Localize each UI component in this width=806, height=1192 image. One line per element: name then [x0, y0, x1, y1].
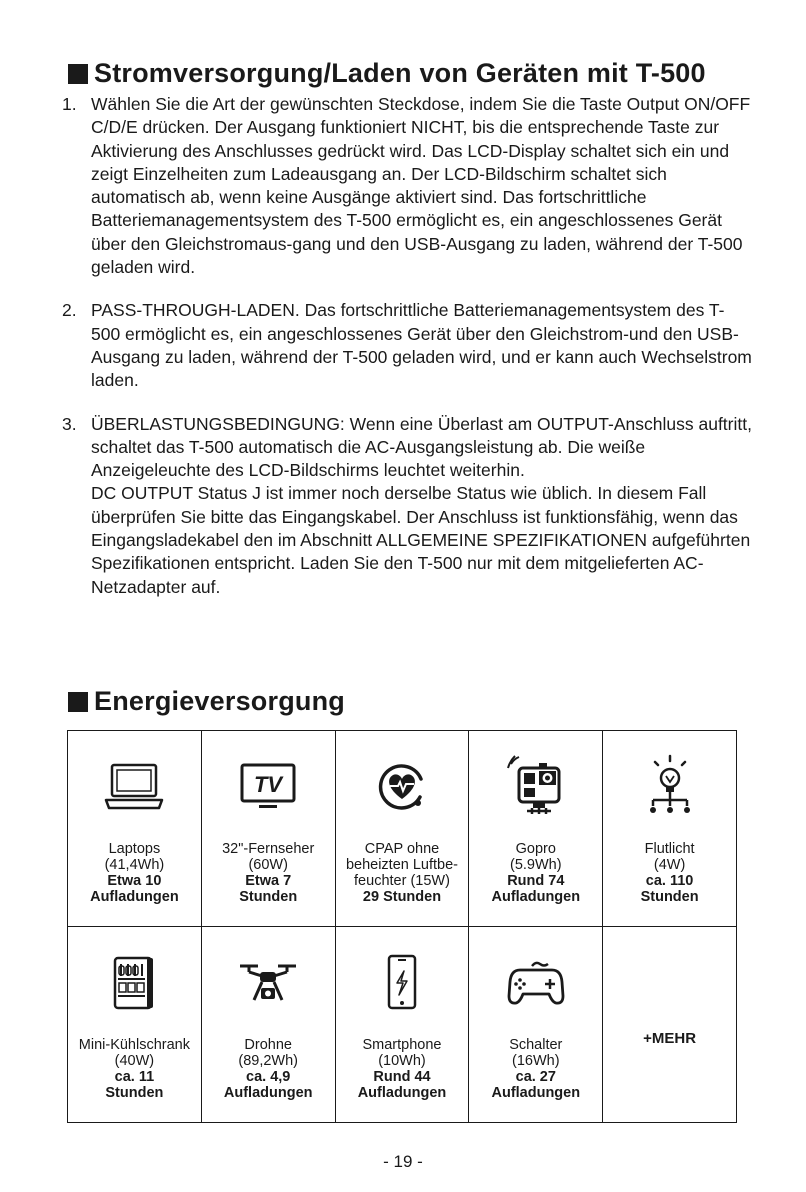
section-heading-stromversorgung [68, 58, 706, 89]
item-paragraph: Wählen Sie die Art der gewünschten Steckdose, indem Sie die Taste Output ON/OFF C/D/E drücken. Der Ausgang funktioniert NICHT, bis die entsprechende Taste zur Aktivierung des Anschlusses gedrückt wird. Das LCD-Display schaltet sich ein und zeigt Einzelheiten zum Ladeausgang an. Der LCD-Bildschirm schaltet sich automatisch ab, wenn keine Ausgänge aktiviert sind. Das fortschrittliche Batteriemanagementsystem des T-500 ermöglicht es, ein angeschlossenes Gerät über den Gleichstromaus-gang und den USB-Ausgang zu laden, während der T-500 geladen wird. [91, 94, 751, 278]
device-label: Flutlicht [644, 841, 695, 857]
runtime-unit: Aufladungen [357, 1085, 447, 1101]
device-label: 32"-Fernseher [222, 841, 315, 857]
heading-square-bullet [68, 64, 88, 84]
device-spec: (4W) [653, 857, 686, 873]
device-spec: (16Wh) [512, 1053, 560, 1069]
item-paragraph: PASS-THROUGH-LADEN. Das fortschrittliche Batteriemanagementsystem des T-500 ermöglicht es, ein angeschlossenes Gerät über den Gleichstrom-und den USB-Ausgang zu laden, während der T-500 geladen wird, und er kann auch Wechselstrom laden. [91, 300, 752, 391]
page-number: - 19 - [383, 1152, 423, 1171]
device-label: Schalter [509, 1037, 563, 1053]
laptop-icon [99, 749, 169, 825]
runtime-value: 29 Stunden [362, 889, 442, 905]
device-spec: (10Wh) [378, 1053, 426, 1069]
list-item [62, 413, 752, 599]
runtime-value: ca. 110 [645, 873, 694, 889]
drone-icon [233, 945, 303, 1021]
more-devices-label: +MEHR [643, 1030, 697, 1047]
mini-fridge-icon [99, 945, 169, 1021]
item-number: 3. [62, 413, 77, 434]
device-cell-tv [201, 731, 335, 927]
device-cell-cpap [335, 731, 469, 927]
list-item [62, 93, 752, 279]
runtime-unit: Stunden [105, 1085, 164, 1101]
action-camera-icon [501, 749, 571, 825]
runtime-value: Rund 44 [373, 1069, 431, 1085]
device-label: Smartphone [362, 1037, 442, 1053]
device-cell-mini-fridge [68, 927, 202, 1123]
device-cell-floodlight [603, 731, 737, 927]
runtime-value: Etwa 10 [107, 873, 162, 889]
device-label: CPAP ohne [364, 841, 440, 857]
device-cell-more [603, 927, 737, 1123]
tv-icon-text: TV [254, 772, 283, 797]
heading-square-bullet [68, 692, 88, 712]
runtime-unit: Aufladungen [223, 1085, 313, 1101]
instruction-list [62, 93, 752, 599]
device-runtime-table [67, 730, 737, 1123]
runtime-value: ca. 4,9 [246, 1069, 291, 1085]
item-paragraph: ÜBERLASTUNGSBEDINGUNG: Wenn eine Überlast am OUTPUT-Anschluss auftritt, schaltet das T-500 automatisch die AC-Ausgangsleistung ab. Die weiße Anzeigeleuchte des LCD-Bildschirms leuchtet weiterhin. [91, 413, 752, 481]
floodlight-icon [635, 749, 705, 825]
table-row [68, 927, 737, 1123]
device-label: Gopro [515, 841, 556, 857]
runtime-value: ca. 27 [515, 1069, 556, 1085]
device-cell-laptop [68, 731, 202, 927]
device-spec: (5.9Wh) [510, 857, 562, 873]
runtime-unit: Stunden [239, 889, 298, 905]
device-cell-smartphone [335, 927, 469, 1123]
device-label: Mini-Kühlschrank [78, 1037, 190, 1053]
list-item [62, 299, 752, 392]
device-cell-gopro [469, 731, 603, 927]
runtime-unit: Aufladungen [90, 889, 179, 905]
runtime-value: Etwa 7 [245, 873, 292, 889]
device-spec: (40W) [114, 1053, 155, 1069]
device-cell-drone [201, 927, 335, 1123]
section-heading-energieversorgung [68, 686, 345, 717]
item-paragraph: DC OUTPUT Status J ist immer noch derselbe Status wie üblich. In diesem Fall überprüfen Sie bitte das Eingangskabel. Der Anschluss ist funktionsfähig, wenn das Eingangsladekabel den im Abschnitt ALLGEMEINE SPEZIFIKATIONEN aufgeführten Spezifikationen entspricht. Laden Sie den T-500 nur mit dem mitgelieferten AC-Netzadapter auf. [91, 483, 751, 597]
section-title: Energieversorgung [94, 686, 345, 716]
section-title: Stromversorgung/Laden von Geräten mit T-500 [94, 58, 706, 88]
runtime-unit: Aufladungen [491, 1085, 581, 1101]
device-spec: feuchter (15W) [354, 873, 450, 889]
device-label: Laptops [108, 841, 161, 857]
runtime-unit: Aufladungen [491, 889, 581, 905]
gamepad-icon [501, 945, 571, 1021]
runtime-unit: Stunden [640, 889, 699, 905]
device-cell-switch [469, 927, 603, 1123]
runtime-value: ca. 11 [114, 1069, 155, 1085]
smartphone-icon [367, 945, 437, 1021]
device-label: Drohne [244, 1037, 292, 1053]
device-label: beheizten Luftbe- [345, 857, 459, 873]
tv-icon [233, 749, 303, 825]
item-number: 2. [62, 300, 77, 321]
table-row [68, 731, 737, 927]
cpap-heart-icon [367, 749, 437, 825]
device-spec: (89,2Wh) [238, 1053, 299, 1069]
device-spec: (41,4Wh) [104, 857, 165, 873]
item-number: 1. [62, 94, 77, 114]
device-spec: (60W) [248, 857, 288, 873]
runtime-value: Rund 74 [507, 873, 565, 889]
